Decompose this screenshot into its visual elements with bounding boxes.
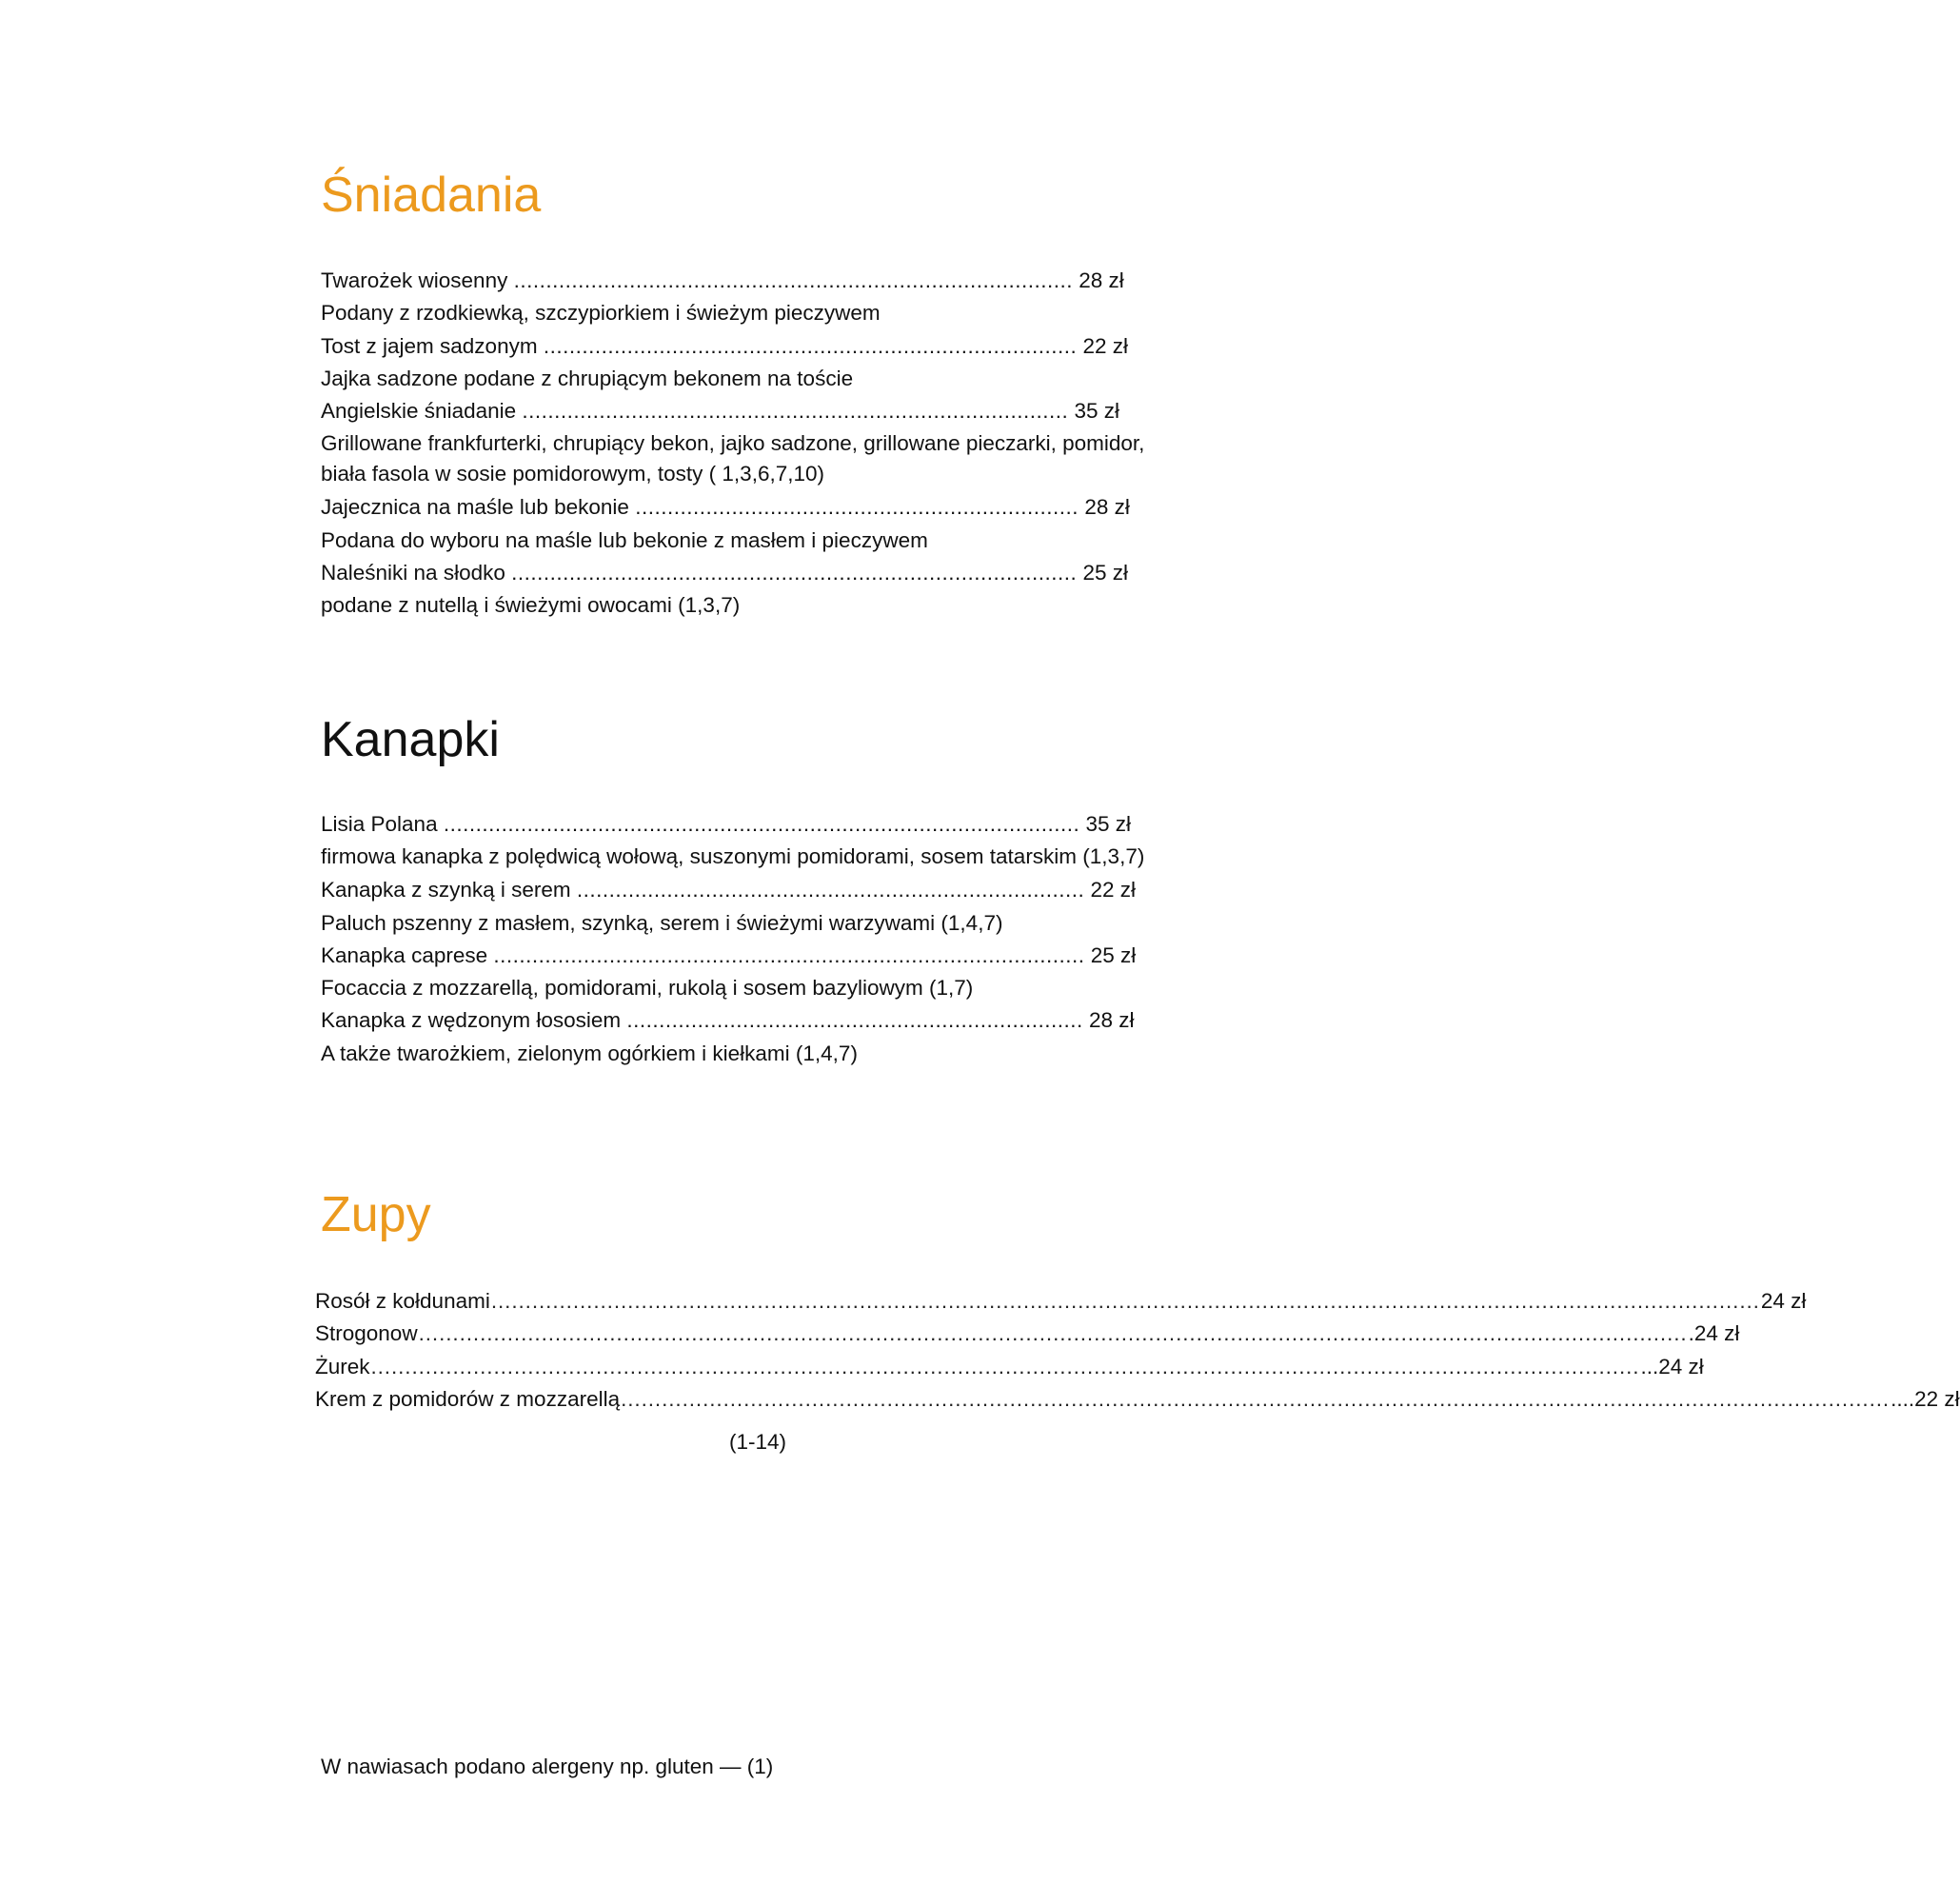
dot-leader: ……………………………………………………………………………………………………………………………………………………………………	[369, 1354, 1639, 1378]
menu-item	[321, 557, 1149, 589]
dot-leader: ...............................................................................	[576, 878, 1085, 902]
item-name: Twarożek wiosenny	[321, 268, 508, 292]
item-description: A także twarożkiem, zielonym ogórkiem i kiełkami (1,4,7)	[321, 1041, 858, 1065]
menu-item	[321, 491, 1149, 524]
item-description: podane z nutellą i świeżymi owocami (1,3,7)	[321, 593, 741, 618]
item-name: Jajecznica na maśle lub bekonie	[321, 495, 629, 520]
soups-allergens: (1-14)	[728, 1430, 787, 1454]
menu-item	[321, 330, 1149, 363]
item-description: Paluch pszenny z masłem, szynką, serem i świeżymi warzywami (1,4,7)	[321, 910, 1003, 935]
item-name: Kanapka caprese	[321, 942, 488, 967]
item-description: Podana do wyboru na maśle lub bekonie z masłem i pieczywem	[321, 527, 928, 552]
section-title-breakfast: Śniadania	[321, 168, 542, 223]
item-description: Jajka sadzone podane z chrupiącym bekonem na toście	[321, 366, 854, 390]
item-name: Angielskie śniadanie	[321, 399, 517, 424]
item-price: ...24 zł	[1640, 1354, 1704, 1378]
menu-item	[315, 1383, 1960, 1416]
menu-item	[321, 395, 1149, 427]
menu-item	[315, 1285, 1807, 1318]
item-price: 22 zł	[1082, 333, 1129, 358]
item-name: Strogonow	[315, 1321, 418, 1346]
item-name: Rosół z kołdunami	[315, 1289, 490, 1313]
item-description: firmowa kanapka z polędwicą wołową, suszonymi pomidorami, sosem tatarskim (1,3,7)	[321, 844, 1145, 869]
dot-leader: ........................................................................................	[511, 561, 1078, 585]
item-price: ....22 zł	[1891, 1386, 1960, 1411]
dot-leader: .....................................................................................	[522, 399, 1069, 424]
menu-item	[321, 1004, 1149, 1037]
section-title-soups: Zupy	[321, 1187, 431, 1242]
item-description: Grillowane frankfurterki, chrupiący bekon, jajko sadzone, grillowane pieczarki, pomidor, biała fasola w sosie pomidorowym, tosty ( 1,3,6,7,10)	[321, 431, 1145, 486]
item-name: Lisia Polana	[321, 812, 438, 836]
menu-item	[315, 1351, 1704, 1383]
item-name: Krem z pomidorów z mozzarellą	[315, 1386, 621, 1411]
item-name: Naleśniki na słodko	[321, 561, 505, 585]
dot-leader: ............................................................................................	[493, 942, 1085, 967]
item-price: 25 zł	[1082, 561, 1129, 585]
menu-item	[321, 265, 1149, 297]
section-title-sandwiches: Kanapki	[321, 712, 500, 767]
item-price: 28 zł	[1089, 1008, 1135, 1033]
dot-leader: .......................................................................	[626, 1008, 1083, 1033]
item-price: 28 zł	[1084, 495, 1130, 520]
sandwiches-list	[321, 808, 1149, 1070]
item-price: 22 zł	[1090, 878, 1137, 902]
item-name: Kanapka z szynką i serem	[321, 878, 571, 902]
dot-leader: .......................................................................................	[513, 268, 1073, 292]
item-price: .24 zł	[1688, 1321, 1740, 1346]
soups-list	[315, 1285, 1960, 1416]
item-price: 35 zł	[1074, 399, 1120, 424]
dot-leader: ……………………………………………………………………………………………………………………………………………………………………	[620, 1386, 1890, 1411]
dot-leader: ……………………………………………………………………………………………………………………………………………………………………	[417, 1321, 1687, 1346]
dot-leader: ……………………………………………………………………………………………………………………………………………………………………	[489, 1289, 1759, 1313]
item-price: 25 zł	[1090, 942, 1137, 967]
allergen-footnote: W nawiasach podano alergeny np. gluten — (1)	[321, 1755, 774, 1778]
menu-item	[321, 808, 1149, 841]
dot-leader: ...................................................................................	[543, 333, 1078, 358]
item-price: 24 zł	[1760, 1289, 1807, 1313]
item-price: 28 zł	[1079, 268, 1124, 292]
item-name: Kanapka z wędzonym łososiem	[321, 1008, 622, 1033]
item-name: Tost z jajem sadzonym	[321, 333, 538, 358]
dot-leader: ...................................................................................................	[443, 812, 1080, 836]
menu-item	[321, 874, 1149, 906]
item-description: Podany z rzodkiewką, szczypiorkiem i świeżym pieczywem	[321, 301, 881, 326]
item-price: 35 zł	[1085, 812, 1132, 836]
breakfast-list	[321, 265, 1149, 623]
item-name: Żurek	[315, 1354, 370, 1378]
menu-item	[315, 1318, 1740, 1350]
item-description: Focaccia z mozzarellą, pomidorami, rukolą i sosem bazyliowym (1,7)	[321, 976, 974, 1001]
dot-leader: .....................................................................	[635, 495, 1079, 520]
menu-item	[321, 940, 1149, 972]
